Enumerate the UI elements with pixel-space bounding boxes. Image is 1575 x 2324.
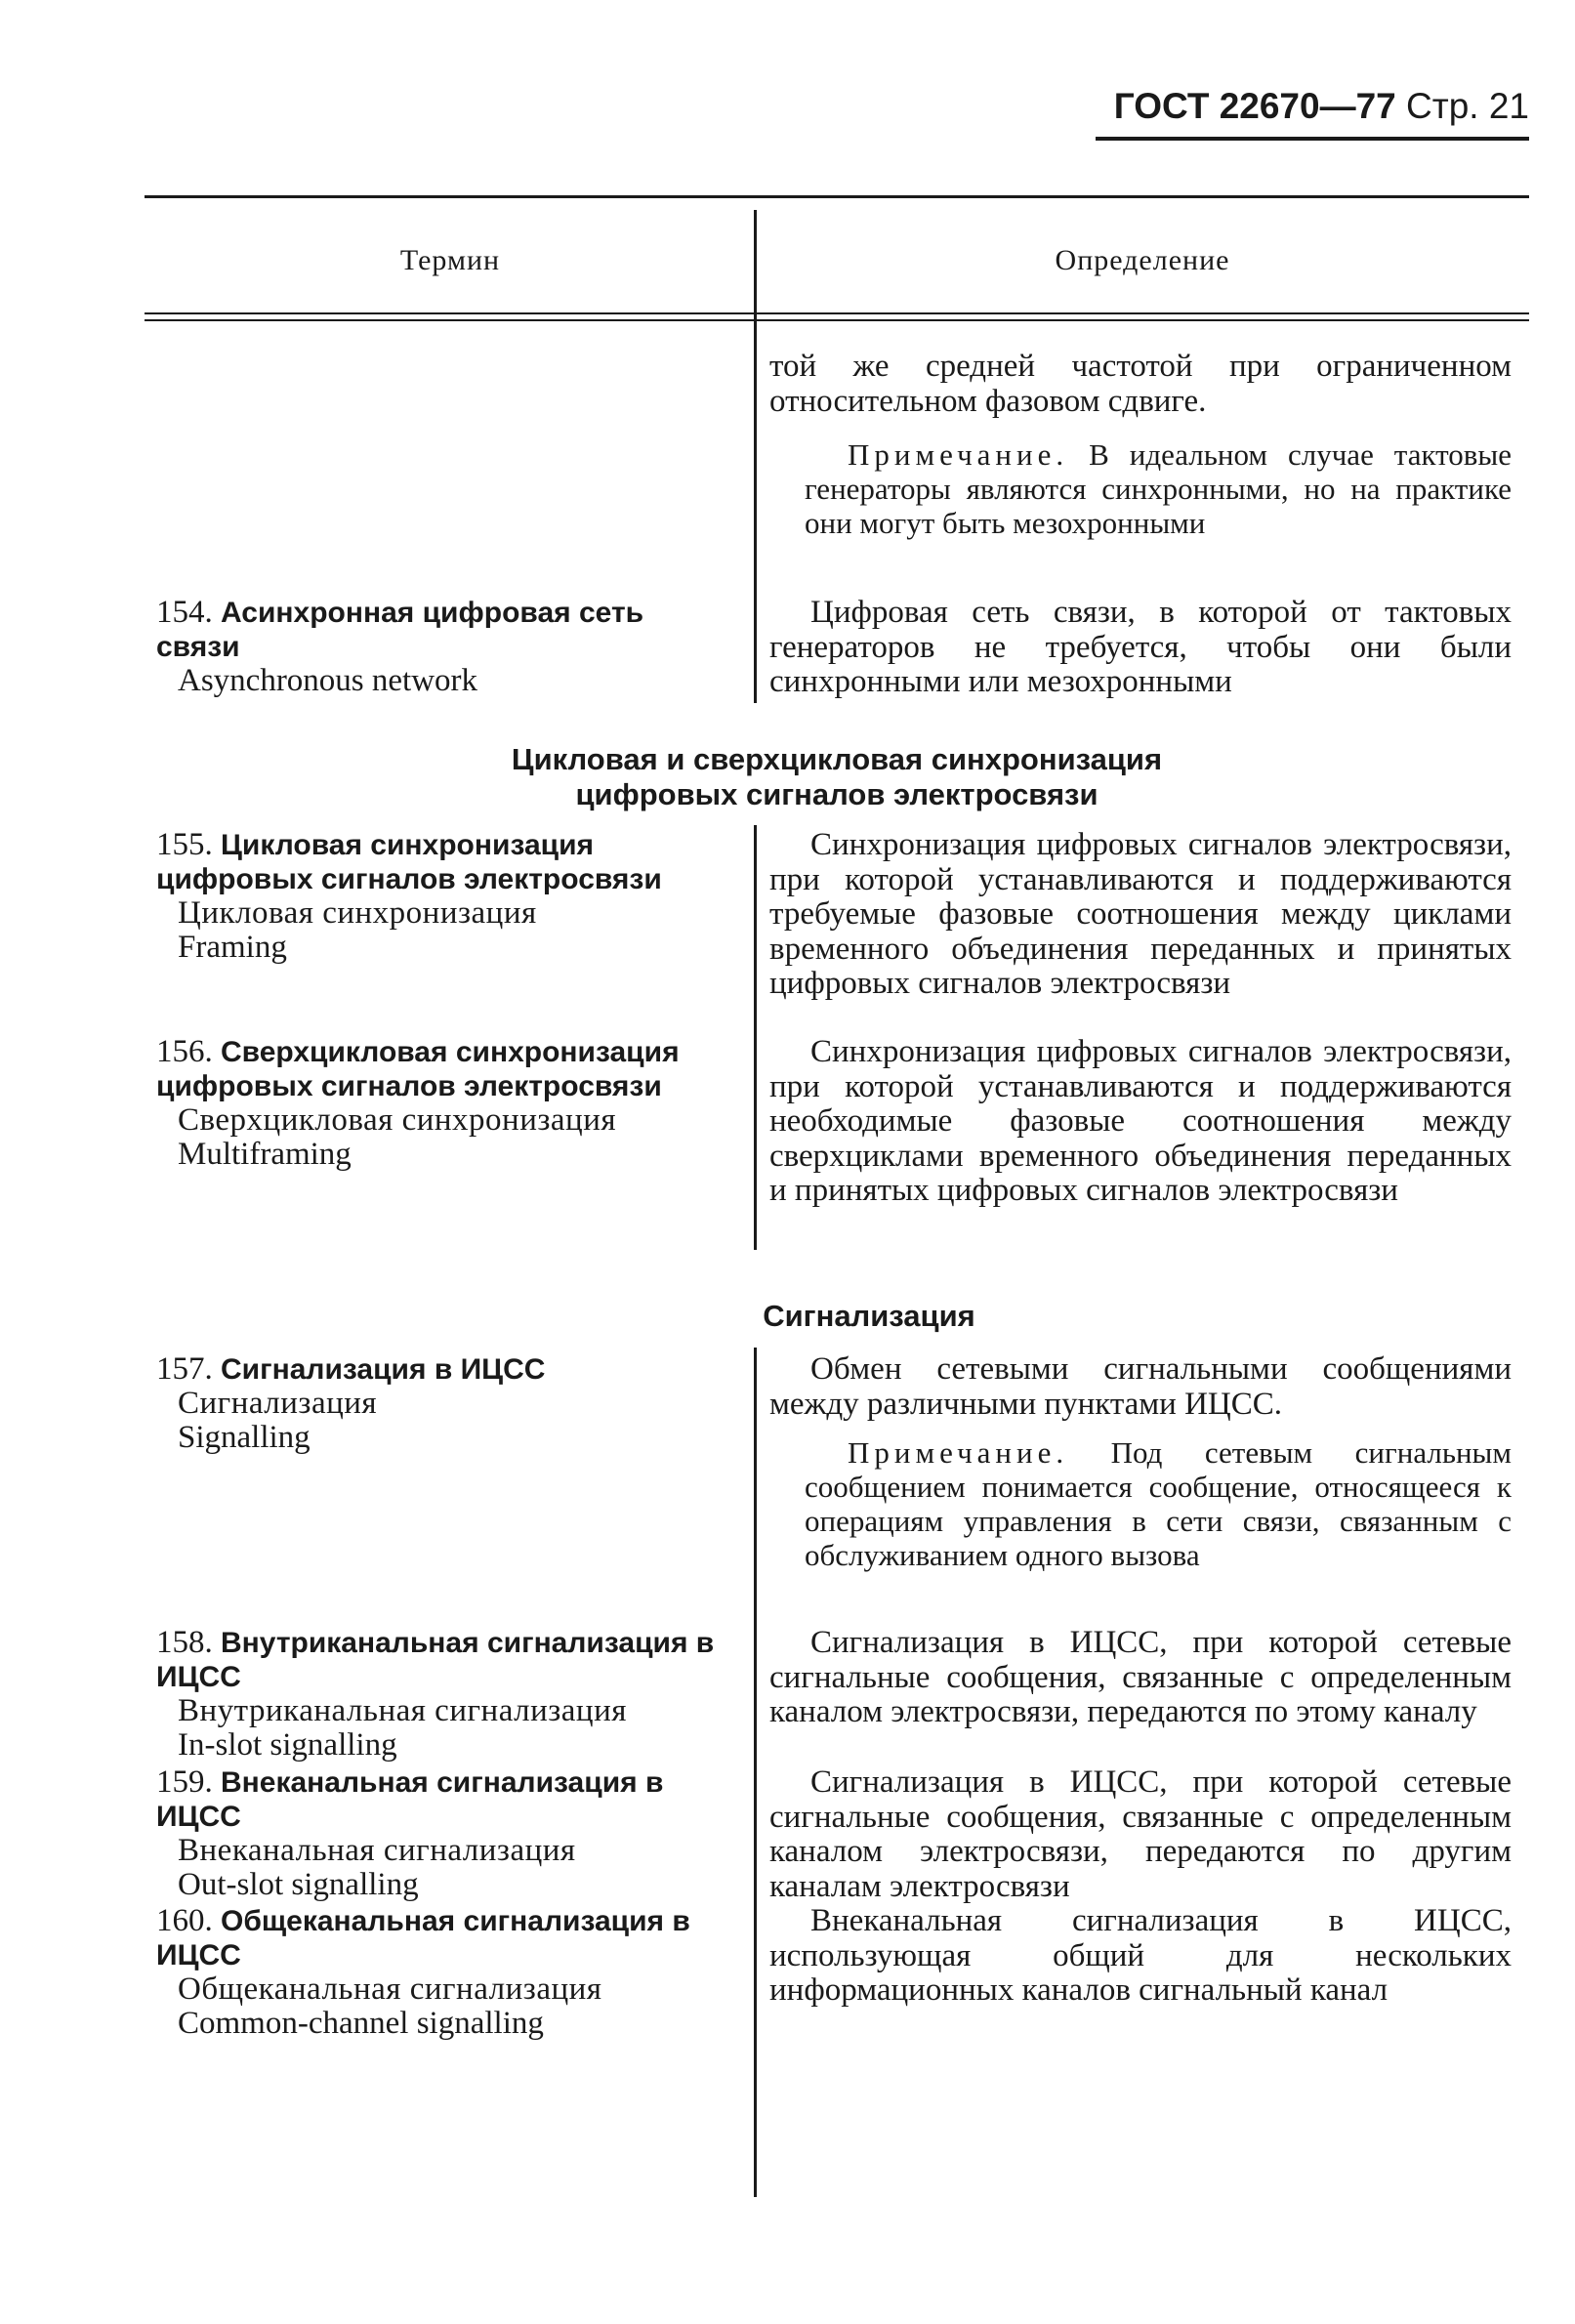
term-number: 157. — [156, 1351, 213, 1387]
column-divider — [754, 210, 757, 703]
column-header-term: Термин — [399, 244, 501, 276]
term-name: Асинхронная цифровая сеть связи — [156, 597, 644, 663]
definition-159 — [769, 1765, 1512, 1904]
term-158 — [156, 1626, 723, 1763]
definition-text: той же средней частотой при ограниченном относительном фазовом сдвиге. — [769, 349, 1512, 419]
header-rule-top — [145, 312, 1529, 314]
term-short: Сверхцикловая синхронизация — [178, 1102, 617, 1138]
term-short: Общеканальная сигнализация — [178, 1971, 602, 2007]
term-name: Внутриканальная сигнализация в ИЦСС — [156, 1627, 715, 1693]
section-heading-framing: Цикловая и сверхцикловая синхронизация цифровых сигналов электросвязи — [511, 742, 1163, 811]
definition-text: Обмен сетевыми сигнальными сообщениями между различными пунктами ИЦСС. — [769, 1351, 1512, 1422]
definition-text: Синхронизация цифровых сигналов электросвязи, при которой устанавливаются и поддерживаются необходимые фазовые соотношения между сверхциклами временного объединения переданных и принятых цифровых сигналов электросвязи — [769, 1034, 1512, 1208]
term-156 — [156, 1035, 723, 1172]
standard-number: ГОСТ 22670—77 — [1113, 86, 1396, 126]
term-155 — [156, 828, 723, 965]
definition-158 — [769, 1626, 1512, 1730]
definition-155 — [769, 828, 1512, 1002]
term-english: Asynchronous network — [178, 663, 478, 698]
column-divider — [754, 825, 757, 1250]
definition-157 — [769, 1352, 1512, 1422]
note-157 — [805, 1435, 1512, 1572]
term-english: Common-channel signalling — [178, 2006, 544, 2041]
term-short: Внутриканальная сигнализация — [178, 1693, 627, 1728]
note-label: Примечание. — [848, 1435, 1069, 1470]
term-short: Сигнализация — [178, 1386, 378, 1421]
term-name: Цикловая синхронизация цифровых сигналов электросвязи — [156, 829, 662, 895]
column-divider — [754, 1348, 757, 2197]
column-header-definition: Определение — [1055, 244, 1230, 276]
term-short: Внеканальная сигнализация — [178, 1833, 576, 1868]
note-text: Под сетевым сигнальным сообщением понимается сообщение, относящееся к операциям управления в сети связи, связанным с обслуживанием одного вызова — [805, 1435, 1512, 1572]
term-short: Цикловая синхронизация — [178, 895, 537, 931]
note-label: Примечание. — [848, 437, 1069, 472]
definition-160 — [769, 1904, 1512, 2009]
term-number: 160. — [156, 1903, 213, 1938]
definition-154 — [769, 596, 1512, 700]
term-number: 155. — [156, 827, 213, 862]
term-154 — [156, 596, 723, 698]
term-english: Signalling — [178, 1420, 311, 1455]
term-english: Multiframing — [178, 1137, 352, 1172]
term-number: 158. — [156, 1625, 213, 1660]
term-160 — [156, 1904, 723, 2041]
term-number: 154. — [156, 595, 213, 630]
term-name: Общеканальная сигнализация в ИЦСС — [156, 1905, 690, 1971]
term-159 — [156, 1765, 723, 1902]
definition-text: Сигнализация в ИЦСС, при которой сетевые сигнальные сообщения, связанные с определенным каналом электросвязи, передаются по этому каналу — [769, 1625, 1512, 1729]
section-heading-signalling: Сигнализация — [763, 1299, 975, 1333]
definition-text: Синхронизация цифровых сигналов электросвязи, при которой устанавливаются и поддерживаются требуемые фазовые соотношения между циклами временного объединения переданных и принятых цифровых сигналов электросвязи — [769, 827, 1512, 1001]
page-header — [1096, 86, 1529, 143]
term-name: Сигнализация в ИЦСС — [221, 1353, 546, 1386]
table-top-rule — [145, 195, 1529, 198]
definition-continuation — [769, 350, 1512, 419]
note-continuation — [805, 437, 1512, 540]
term-english: Out-slot signalling — [178, 1867, 419, 1902]
term-number: 159. — [156, 1764, 213, 1800]
term-english: Framing — [178, 930, 287, 965]
header-rule — [1096, 137, 1529, 141]
term-name: Внеканальная сигнализация в ИЦСС — [156, 1766, 664, 1833]
definition-text: Сигнализация в ИЦСС, при которой сетевые сигнальные сообщения, связанные с определенным каналом электросвязи, передаются по другим каналам электросвязи — [769, 1764, 1512, 1904]
definition-text: Внеканальная сигнализация в ИЦСС, использующая общий для нескольких информационных каналов сигнальный канал — [769, 1903, 1512, 2008]
term-number: 156. — [156, 1034, 213, 1069]
term-english: In-slot signalling — [178, 1727, 397, 1763]
term-157 — [156, 1352, 723, 1455]
definition-156 — [769, 1035, 1512, 1209]
page-number: Стр. 21 — [1406, 86, 1529, 126]
note-text: В идеальном случае тактовые генераторы являются синхронными, но на практике они могут быть мезохронными — [805, 437, 1512, 540]
header-rule-bottom — [145, 319, 1529, 321]
definition-text: Цифровая сеть связи, в которой от тактовых генераторов не требуется, чтобы они были синхронными или мезохронными — [769, 595, 1512, 699]
term-name: Сверхцикловая синхронизация цифровых сигналов электросвязи — [156, 1036, 680, 1102]
